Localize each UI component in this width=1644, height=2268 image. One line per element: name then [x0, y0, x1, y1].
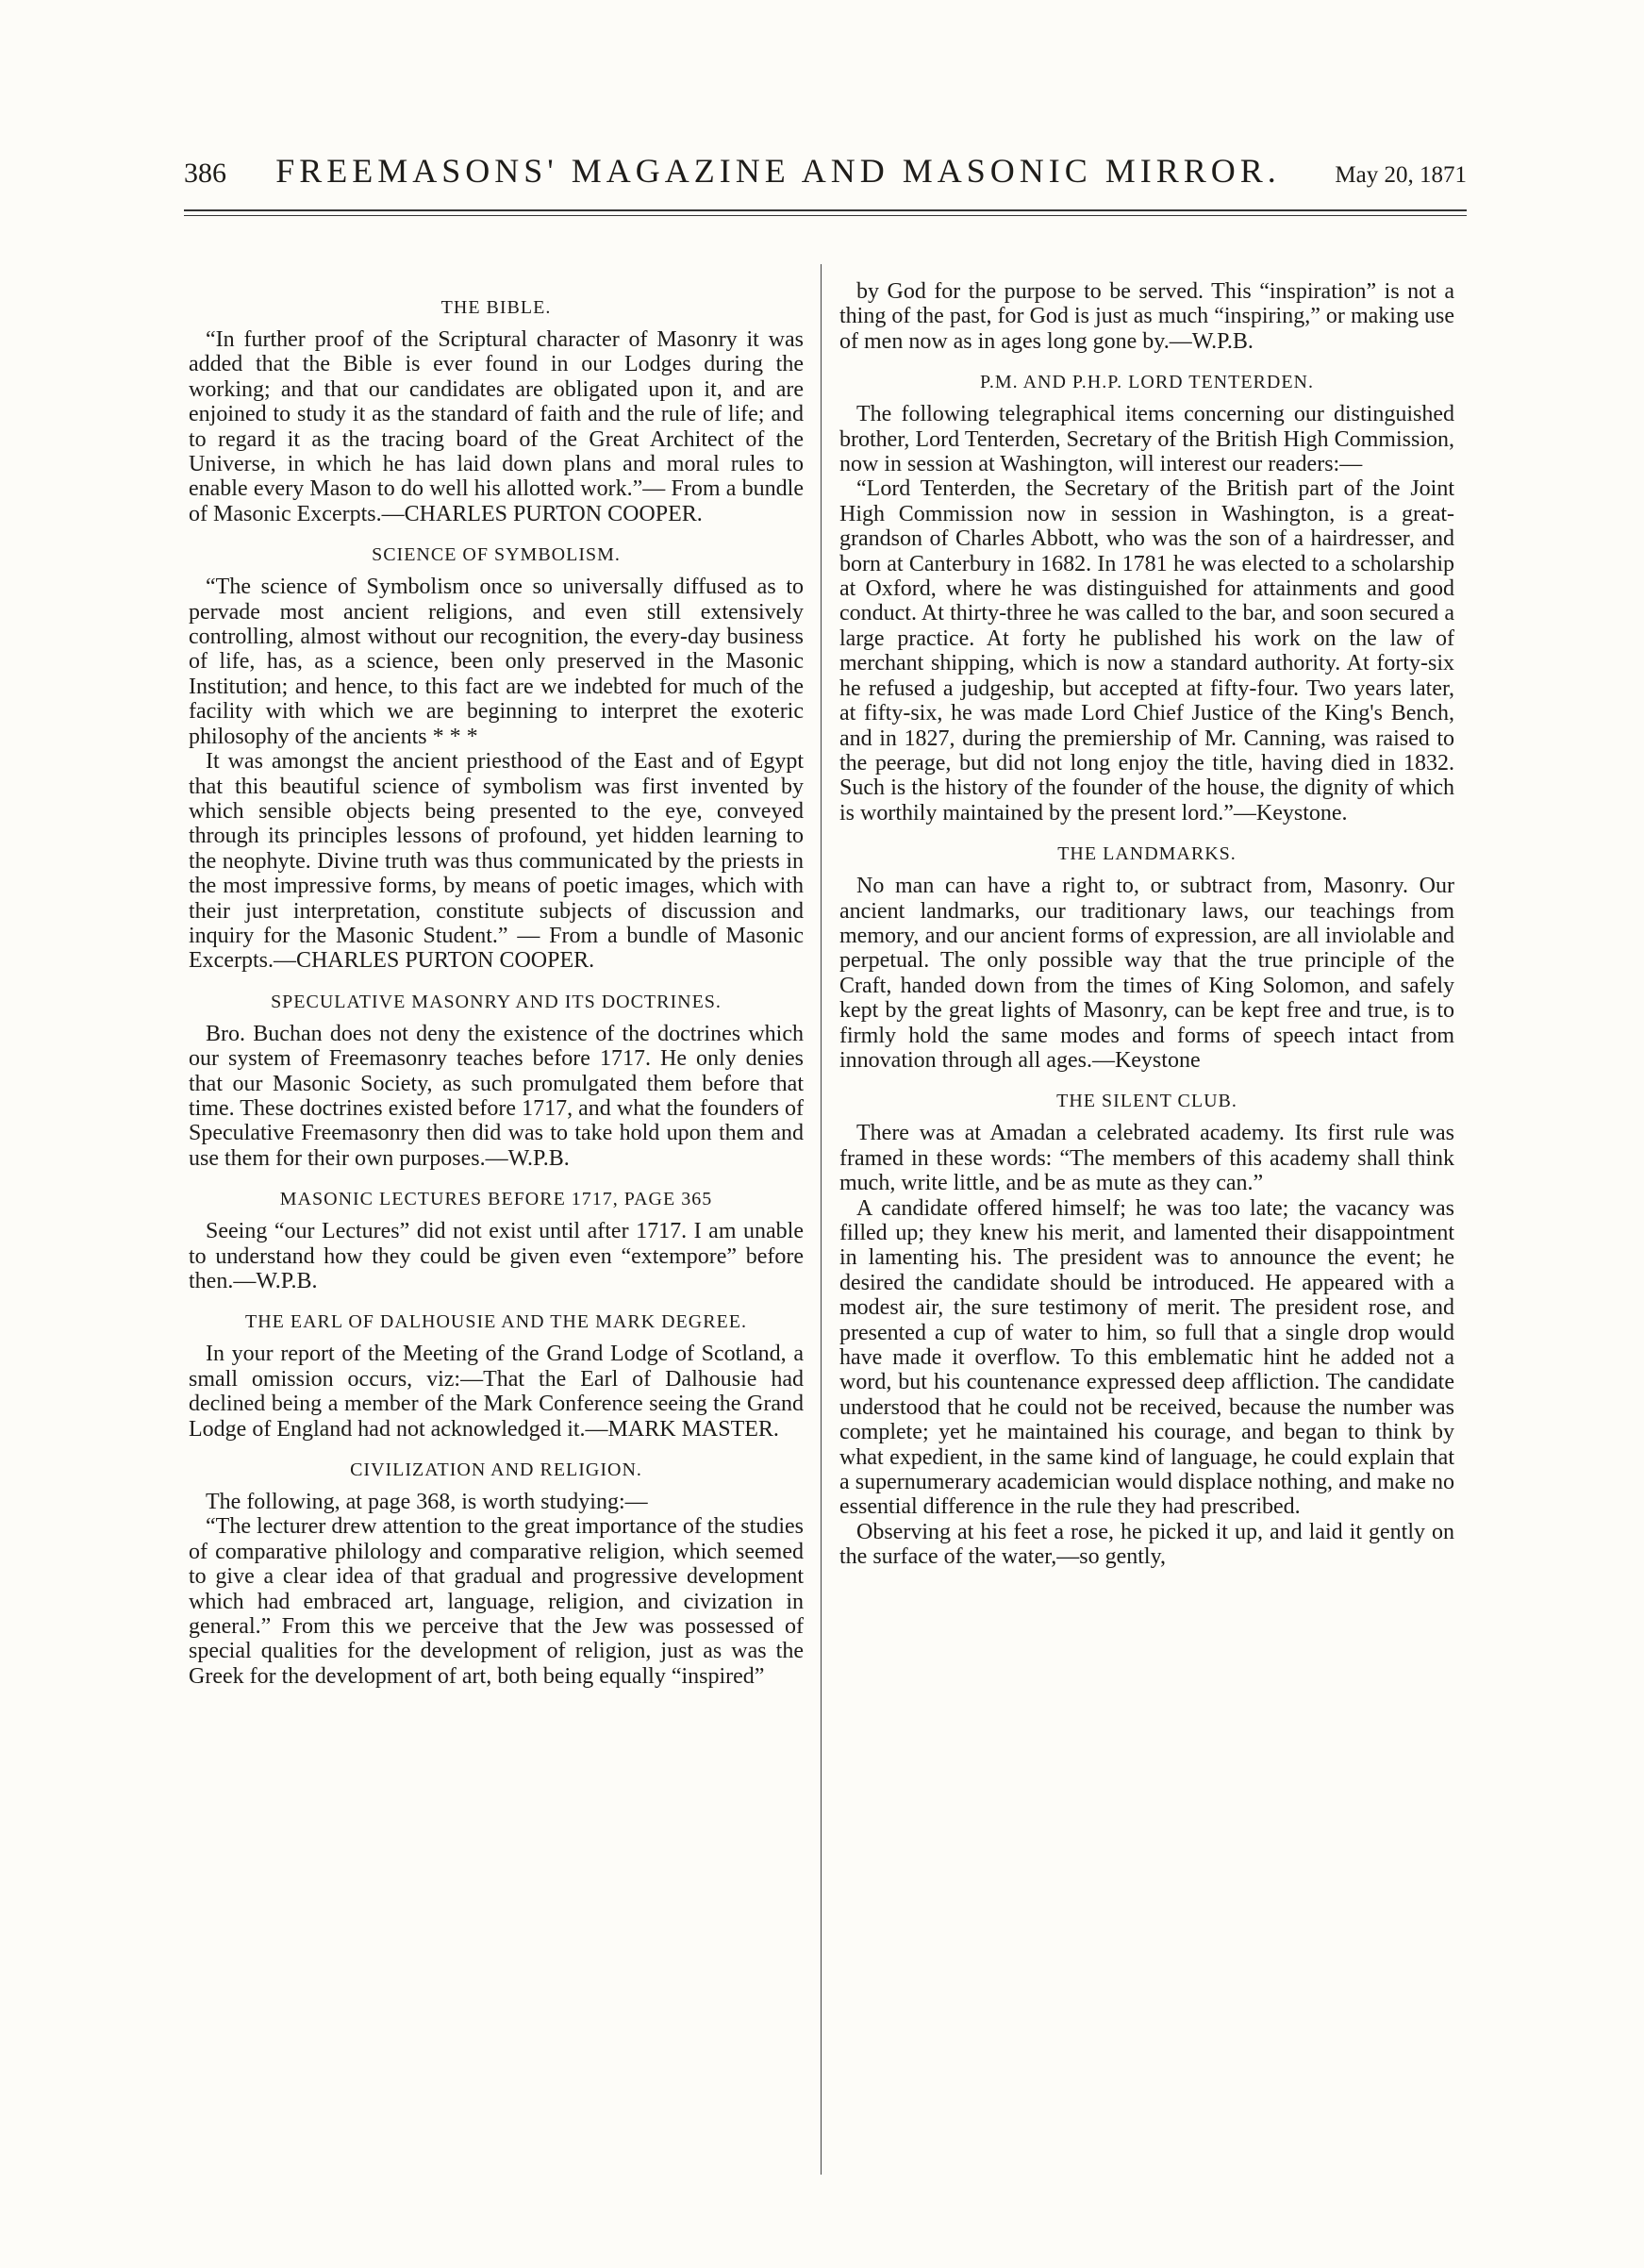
article — [839, 279, 1454, 354]
article-heading: CIVILIZATION AND RELIGION. — [350, 1459, 642, 1481]
article — [189, 1310, 804, 1442]
article-paragraph: “The science of Symbolism once so universally diffused as to pervade most ancient religions, and even still extensively controlling, almost without our recognition, the every-day business of life, has, as a science, been only preserved in the Masonic Institution; and hence, to this fact are we indebted for much of the facility with which we are beginning to interpret the exoteric philosophy of the ancients * * * — [189, 575, 804, 749]
article — [189, 991, 804, 1171]
article — [839, 1090, 1454, 1569]
article-heading: SCIENCE OF SYMBOLISM. — [372, 544, 621, 566]
article-paragraph: “In further proof of the Scriptural character of Masonry it was added that the Bible is ever found in our Lodges during the working; and that our candidates are obligated upon it, and are enjoined to study it as the standard of faith and the rule of life; and to regard it as the tracing board of the Great Architect of the Universe, in which he has laid down plans and moral rules to enable every Mason to do well his allotted work.”— From a bundle of Masonic Excerpts.—CHARLES PURTON COOPER. — [189, 327, 804, 526]
article-paragraph: Seeing “our Lectures” did not exist until after 1717. I am unable to understand how they could be given even “extempore” before then.—W.P.B. — [189, 1219, 804, 1293]
article-paragraph: The following, at page 368, is worth studying:— — [206, 1490, 648, 1515]
article-heading: THE BIBLE. — [440, 297, 552, 318]
article — [189, 543, 804, 974]
header-rule-thin — [184, 215, 1467, 216]
article-paragraph: A candidate offered himself; he was too late; the vacancy was filled up; they knew his merit, and lamented their disappointment in lamenting his. The president was to announce the event; he desired the candidate should be introduced. He appeared with a modest air, the sure testimony of merit. The president rose, and presented a cup of water to him, so full that a single drop would have made it overflow. To this emblematic hint he added not a word, but his countenance expressed deep affliction. The candidate understood that he could not be received, because the number was complete; yet he maintained his courage, and began to think by what expedient, in the same kind of language, he could explain that a supernumerary academician would displace nothing, and make no essential difference in the rule they had prescribed. — [839, 1195, 1454, 1520]
issue-date: May 20, 1871 — [1335, 162, 1467, 188]
header-rule — [184, 209, 1467, 211]
article-heading: SPECULATIVE MASONRY AND ITS DOCTRINES. — [271, 991, 722, 1012]
article — [839, 842, 1454, 1073]
article-paragraph: Observing at his feet a rose, he picked it up, and laid it gently on the surface of the water,—so gently, — [839, 1519, 1454, 1570]
article-heading: THE SILENT CLUB. — [1056, 1091, 1237, 1112]
page-number: 386 — [184, 158, 226, 189]
article-heading: MASONIC LECTURES BEFORE 1717, PAGE 365 — [279, 1189, 713, 1210]
article-paragraph: In your report of the Meeting of the Grand Lodge of Scotland, a small omission occurs, viz:—That the Earl of Dalhousie had declined being a member of the Mark Conference seeing the Grand Lodge of England had not acknowledged it.—MARK MASTER. — [189, 1342, 804, 1442]
article-paragraph: The following telegraphical items concerning our distinguished brother, Lord Tenterden, Secretary of the British High Commission, now in session at Washington, will interest our readers:— — [839, 402, 1454, 477]
page-header — [184, 151, 1467, 198]
article-heading: THE EARL OF DALHOUSIE AND THE MARK DEGREE. — [245, 1311, 747, 1333]
left-column — [189, 279, 804, 1689]
article-paragraph: by God for the purpose to be served. This “inspiration” is not a thing of the past, for God is just as much “inspiring,” or making use of men now as in ages long gone by.—W.P.B. — [839, 279, 1454, 354]
article — [189, 296, 804, 526]
article-paragraph: There was at Amadan a celebrated academy. Its first rule was framed in these words: “The members of this academy shall think much, write little, and be as mute as they can.” — [839, 1121, 1454, 1196]
column-divider — [821, 264, 822, 2175]
article-paragraph: “The lecturer drew attention to the great importance of the studies of comparative philology and comparative religion, which seemed to give a clear idea of that gradual and progressive development which had embraced art, language, religion, and civization in general.” From this we perceive that the Jew was possessed of special qualities for the development of religion, just as was the Greek for the development of art, both being equally “inspired” — [189, 1514, 804, 1689]
right-column — [839, 279, 1454, 1570]
article-paragraph: Bro. Buchan does not deny the existence of the doctrines which our system of Freemasonry teaches before 1717. He only denies that our Masonic Society, as such promulgated them before that time. These doctrines existed before 1717, and what the founders of Speculative Freemasonry then did was to take hold upon them and use them for their own purposes.—W.P.B. — [189, 1021, 804, 1171]
masthead: FREEMASONS' MAGAZINE AND MASONIC MIRROR. — [275, 152, 1281, 190]
article-paragraph: It was amongst the ancient priesthood of the East and of Egypt that this beautiful science of symbolism was first invented by which sensible objects being presented to the eye, conveyed through its principles lessons of profound, yet hidden learning to the neophyte. Divine truth was thus communicated by the priests in the most impressive forms, by means of poetic images, which with their just interpretation, constitute subjects of discussion and inquiry for the Masonic Student.” — From a bundle of Masonic Excerpts.—CHARLES PURTON COOPER. — [189, 749, 804, 974]
article-heading: THE LANDMARKS. — [1057, 843, 1237, 865]
article — [839, 371, 1454, 825]
article-heading: P.M. AND P.H.P. LORD TENTERDEN. — [979, 372, 1314, 393]
article-paragraph: “Lord Tenterden, the Secretary of the British part of the Joint High Commission now in session in Washington, is a great-grandson of Charles Abbott, who was the son of a hairdresser, and born at Canterbury in 1682. In 1781 he was elected to a scholarship at Oxford, where he was distinguished for attainments and good conduct. At thirty-three he was called to the bar, and soon secured a large practice. At forty he published his work on the law of merchant shipping, which is now a standard authority. At forty-six he refused a judgeship, but accepted at fifty-four. Two years later, at fifty-six, he was made Lord Chief Justice of the King's Bench, and in 1827, during the premiership of Mr. Canning, was raised to the peerage, but did not long enjoy the title, having died in 1832. Such is the history of the founder of the house, the dignity of which is worthily maintained by the present lord.”—Keystone. — [839, 476, 1454, 825]
article — [189, 1188, 804, 1293]
article — [189, 1459, 804, 1689]
article-paragraph: No man can have a right to, or subtract from, Masonry. Our ancient landmarks, our traditionary laws, our teachings from memory, and our ancient forms of expression, are all inviolable and perpetual. The only possible way that the true principle of the Craft, handed down from the times of King Solomon, and safely kept by the great lights of Masonry, can be kept free and true, is to firmly hold the same modes and forms of speech intact from innovation through all ages.—Keystone — [839, 874, 1454, 1073]
